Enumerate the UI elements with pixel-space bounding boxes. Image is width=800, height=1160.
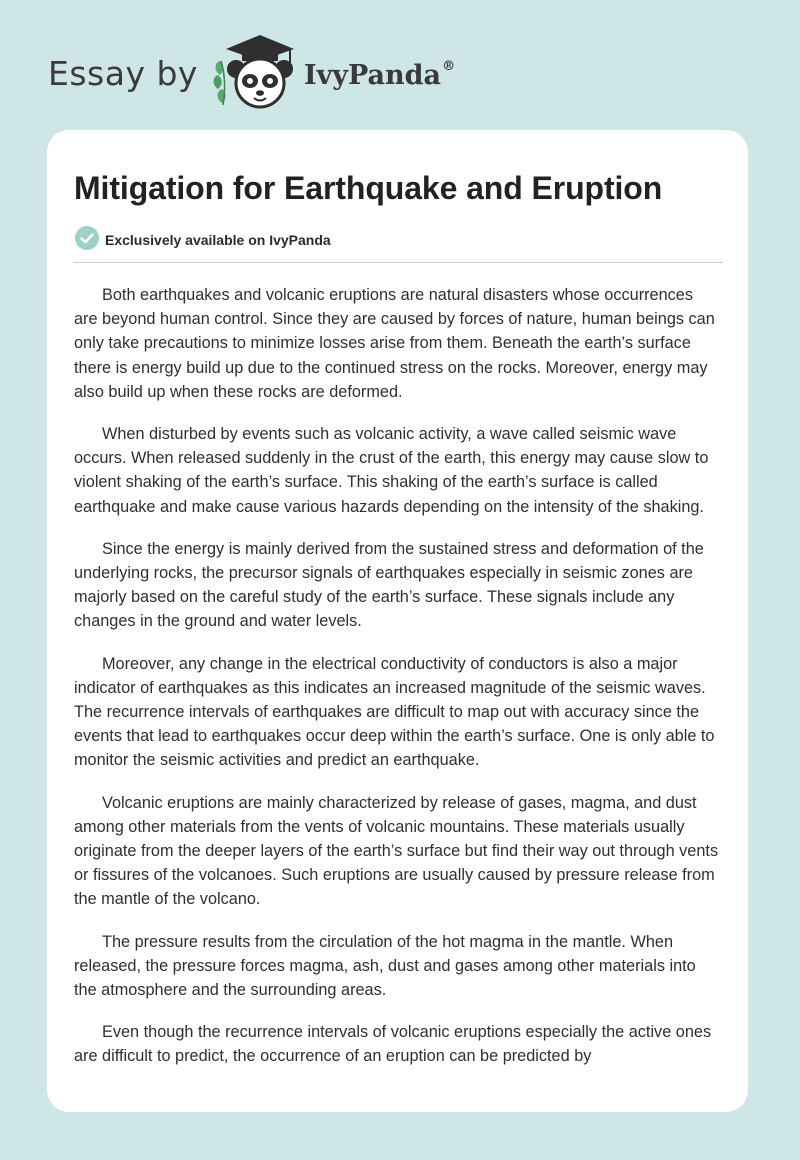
exclusive-label: Exclusively available on IvyPanda: [105, 232, 331, 248]
panda-mascot-icon: [212, 31, 298, 114]
registered-mark: ®: [442, 59, 456, 74]
site-header: [48, 32, 455, 112]
paragraph: Both earthquakes and volcanic eruptions are natural disasters whose occurrences are beyond human control. Since they are caused by forces of nature, human beings can only take precautions to minimize losses arise from them. Beneath the earth’s surface there is energy build up due to the continued stress on the rocks. Moreover, energy may also build up when these rocks are deformed.: [74, 286, 715, 401]
paragraph: Volcanic eruptions are mainly characterized by release of gases, magma, and dust among other materials from the vents of volcanic mountains. These materials usually originate from the deeper layers of the earth’s surface but find their way out through vents or fissures of the volcanoes. Such eruptions are usually caused by pressure release from the mantle of the volcano.: [74, 793, 719, 909]
essay-body: [74, 283, 721, 1069]
page-title: Mitigation for Earthquake and Eruption: [74, 170, 663, 206]
paragraph: Even though the recurrence intervals of volcanic eruptions especially the active ones are difficult to predict, the occurrence of an eruption can be predicted by: [74, 1023, 712, 1066]
paragraph: Moreover, any change in the electrical conductivity of conductors is also a major indicator of earthquakes as this indicates an increased magnitude of the seismic waves. The recurrence intervals of earthquakes are difficult to map out with accuracy since the events that lead to earthquakes occur deep within the earth’s surface. One is only able to monitor the seismic activities and predict an earthquake.: [74, 654, 715, 770]
essay-card: [47, 130, 748, 1112]
divider: [74, 262, 723, 263]
essay-by-label: Essay by: [48, 53, 198, 93]
brand-name: IvyPanda®: [303, 59, 456, 91]
paragraph: When disturbed by events such as volcanic activity, a wave called seismic wave occurs. When released suddenly in the crust of the earth, this energy may cause slow to violent shaking of the earth’s surface. This shaking of the earth’s surface is called earthquake and make cause various hazards depending on the intensity of the shaking.: [74, 425, 709, 516]
paragraph: Since the energy is mainly derived from the sustained stress and deformation of the underlying rocks, the precursor signals of earthquakes especially in seismic zones are majorly based on the careful study of the earth’s surface. These signals include any changes in the ground and water levels.: [74, 539, 704, 631]
paragraph: The pressure results from the circulation of the hot magma in the mantle. When released, the pressure forces magma, ash, dust and gases among other materials into the atmosphere and the surrounding areas.: [74, 932, 696, 1000]
check-circle-icon: [74, 225, 100, 256]
exclusive-badge: [74, 227, 721, 253]
ivypanda-logo[interactable]: [212, 31, 455, 114]
